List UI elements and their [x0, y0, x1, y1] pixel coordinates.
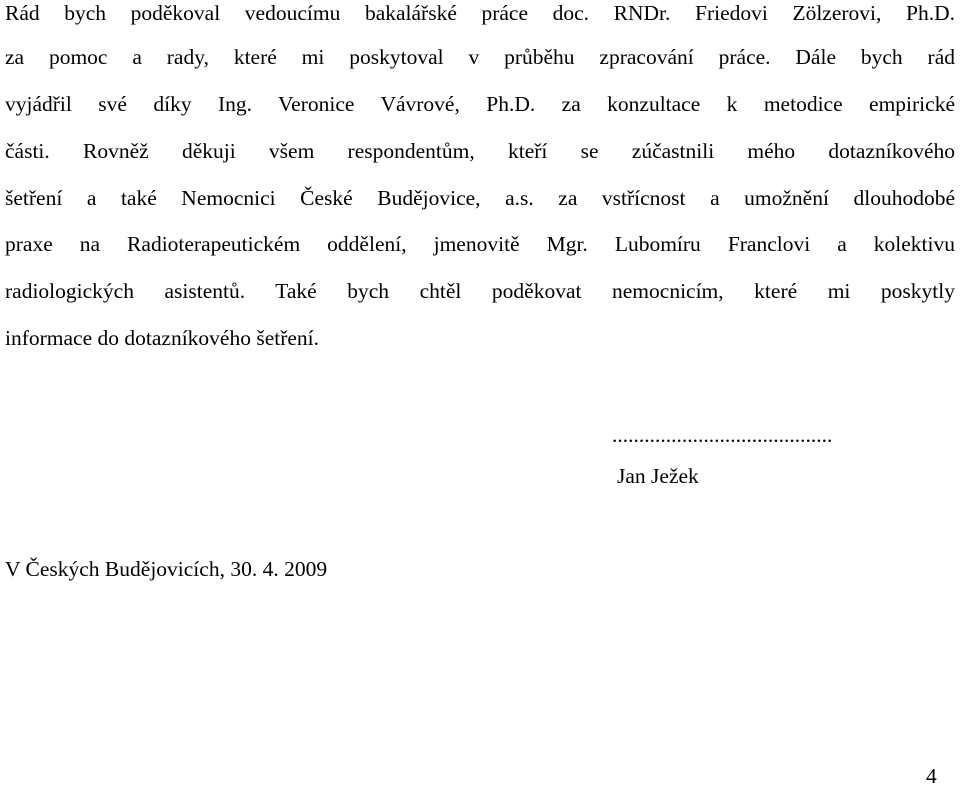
text-line-6: praxe na Radioterapeutickém oddělení, jmenovitě Mgr. Lubomíru Franclovi a kolektivu: [5, 232, 955, 256]
text-line-7: radiologických asistentů. Také bych chtěl poděkovat nemocnicím, které mi poskytly: [5, 279, 955, 303]
page-number: 4: [926, 764, 937, 788]
place-and-date: V Českých Budějovicích, 30. 4. 2009: [5, 557, 328, 581]
signature-name: Jan Ježek: [617, 464, 699, 488]
text-line-5: šetření a také Nemocnici České Budějovice, a.s. za vstřícnost a umožnění dlouhodobé: [5, 186, 955, 210]
text-line-1: Rád bych poděkoval vedoucímu bakalářské práce doc. RNDr. Friedovi Zölzerovi, Ph.D.: [5, 1, 955, 25]
text-line-2: za pomoc a rady, které mi poskytoval v průběhu zpracování práce. Dále bych rád: [5, 45, 955, 69]
text-line-4: části. Rovněž děkuji všem respondentům, kteří se zúčastnili mého dotazníkového: [5, 139, 955, 163]
text-line-3: vyjádřil své díky Ing. Veronice Vávrové, Ph.D. za konzultace k metodice empirické: [5, 92, 955, 116]
text-line-8: informace do dotazníkového šetření.: [5, 326, 320, 350]
signature-dotted-line: .........................................: [612, 423, 833, 447]
